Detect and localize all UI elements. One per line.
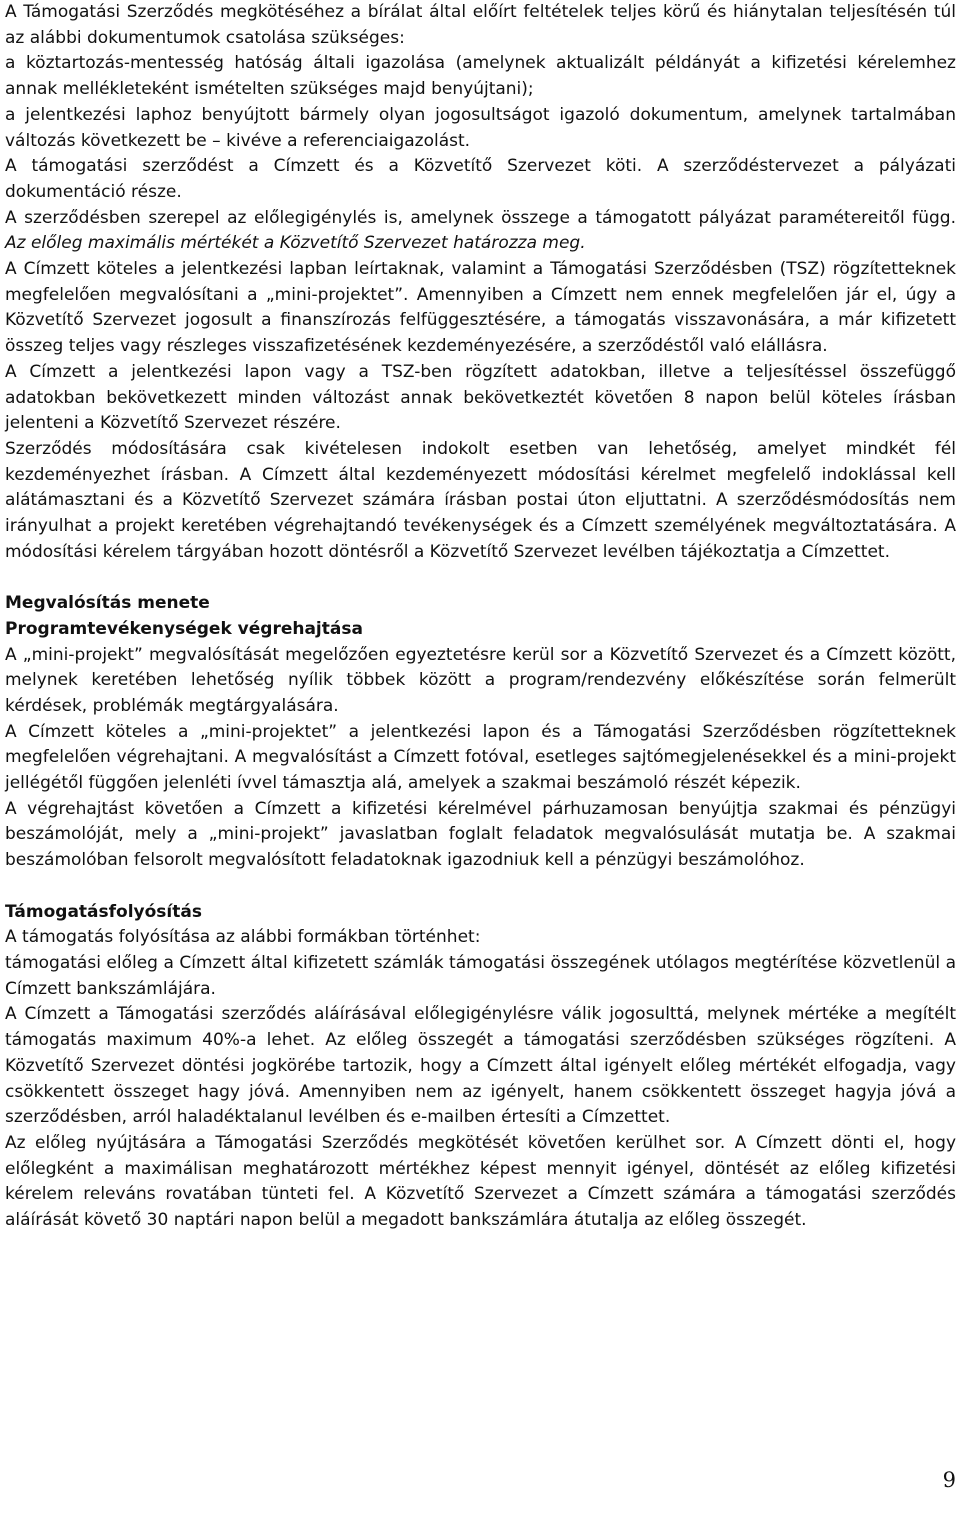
spacer bbox=[5, 565, 956, 591]
section-heading-megvalositas: Megvalósítás menete bbox=[5, 593, 210, 614]
page-number: 9 bbox=[942, 1468, 956, 1492]
section2-paragraph-2: támogatási előleg a Címzett által kifizetett számlák támogatási összegének utólagos megtérítése közvetlenül a Címzett bankszámlájára. bbox=[5, 952, 956, 999]
section1-paragraph-3: A végrehajtást követően a Címzett a kifizetési kérelmével párhuzamosan benyújtja szakmai és pénzügyi beszámolóját, mely a „mini-projekt” javaslatban foglalt feladatok megvalósulását mutatja be. A szakmai beszámolóban felsorolt megvalósított feladatoknak igazodniuk kell a pénzügyi beszámolóhoz. bbox=[5, 798, 956, 871]
intro-paragraph-5-text: A szerződésben szerepel az előlegigénylés is, amelynek összege a támogatott pályázat paramétereitől függ. bbox=[5, 207, 956, 228]
intro-paragraph-5 bbox=[5, 206, 956, 257]
intro-paragraph-4: A támogatási szerződést a Címzett és a Közvetítő Szervezet köti. A szerződéstervezet a pályázati dokumentáció része. bbox=[5, 156, 956, 202]
intro-paragraph-5-italic: Az előleg maximális mértékét a Közvetítő Szervezet határozza meg. bbox=[5, 233, 586, 254]
intro-paragraph-1: A Támogatási Szerződés megkötéséhez a bírálat által előírt feltételek teljes körű és hiánytalan teljesítésén túl az alábbi dokumentumok csatolása szükséges: bbox=[5, 2, 956, 48]
intro-paragraph-2: a köztartozás-mentesség hatóság általi igazolása (amelynek aktualizált példányát a kifizetési kérelemhez annak mellékleteként ismételten szükséges majd benyújtani); bbox=[5, 53, 956, 100]
section2-paragraph-4: Az előleg nyújtására a Támogatási Szerződés megkötését követően kerülhet sor. A Címzett dönti el, hogy előlegként a maximálisan meghatározott mértékhez képest mennyit igényel, döntését az előleg kifizetési kérelem releváns rovatában tünteti fel. A Közvetítő Szervezet a Címzett számára a támogatási szerződés aláírását követő 30 naptári napon belül a megadott bankszámlára átutalja az előleg összegét. bbox=[5, 1132, 956, 1231]
section2-paragraph-3: A Címzett a Támogatási szerződés aláírásával előlegigénylésre válik jogosulttá, melynek mértéke a megítélt támogatás maximum 40%-a lehet. Az előleg összegét a támogatási szerződésben szükséges rögzíteni. A Közvetítő Szervezet döntési jogkörébe tartozik, hogy a Címzett által igényelt előleg mértékét elfogadja, vagy csökkentett összeget hagy jóvá. Amennyiben nem az igényelt, hanem csökkentett összeget hagyja jóvá a szerződésben, arról haladéktalanul levélben és e-mailben értesíti a Címzettet. bbox=[5, 1004, 956, 1128]
section1-paragraph-2: A Címzett köteles a „mini-projektet” a jelentkezési lapon és a Támogatási Szerződésben rögzítetteknek megfelelően végrehajtani. A megvalósítást a Címzett fotóval, esetleges sajtómegjelenésekkel és a mini-projekt jellégétől függően jelenléti ívvel támasztja alá, amelyek a szakmai beszámoló részét képezik. bbox=[5, 721, 956, 794]
intro-paragraph-8: Szerződés módosítására csak kivételesen indokolt esetben van lehetőség, amelyet mindkét fél kezdeményezhet írásban. A Címzett által kezdeményezett módosítási kérelmet megfelelő indoklással kell alátámasztani és a Közvetítő Szervezet számára írásban postai úton eljuttatni. A szerződésmódosítás nem irányulhat a projekt keretében végrehajtandó tevékenységek és a Címzett személyének megváltoztatására. A módosítási kérelem tárgyában hozott döntésről a Közvetítő Szervezet levélben tájékoztatja a Címzettet. bbox=[5, 438, 956, 562]
section2-paragraph-1: A támogatás folyósítása az alábbi formákban történhet: bbox=[5, 927, 481, 948]
intro-paragraph-3: a jelentkezési laphoz benyújtott bármely olyan jogosultságot igazoló dokumentum, amelynek tartalmában változás következett be – kivéve a referenciaigazolást. bbox=[5, 104, 956, 151]
section-subheading-programtevekenysegek: Programtevékenységek végrehajtása bbox=[5, 618, 363, 639]
intro-paragraph-7: A Címzett a jelentkezési lapon vagy a TSZ-ben rögzített adatokban, illetve a teljesítéssel összefüggő adatokban bekövetkezett minden változást annak bekövetkeztét követően 8 napon belül köteles írásban jelenteni a Közvetítő Szervezet részére. bbox=[5, 361, 956, 434]
spacer bbox=[5, 874, 956, 900]
section1-paragraph-1: A „mini-projekt” megvalósítását megelőzően egyeztetésre kerül sor a Közvetítő Szervezet és a Címzett között, melynek keretében lehetőség nyílik többek között a program/rendezvény előkészítése során felmerült kérdések, problémák megtárgyalására. bbox=[5, 644, 956, 716]
section-heading-tamogatasfolyositas: Támogatásfolyósítás bbox=[5, 901, 202, 922]
intro-paragraph-6: A Címzett köteles a jelentkezési lapban leírtaknak, valamint a Támogatási Szerződésben (TSZ) rögzítetteknek megfelelően megvalósítani a „mini-projektet”. Amennyiben a Címzett nem ennek megfelelően jár el, úgy a Közvetítő Szervezet jogosult a finanszírozás felfüggesztésére, a támogatás visszavonására, a már kifizetett összeg teljes vagy részleges visszafizetésének kezdeményezésére, a szerződéstől való elállásra. bbox=[5, 259, 956, 357]
